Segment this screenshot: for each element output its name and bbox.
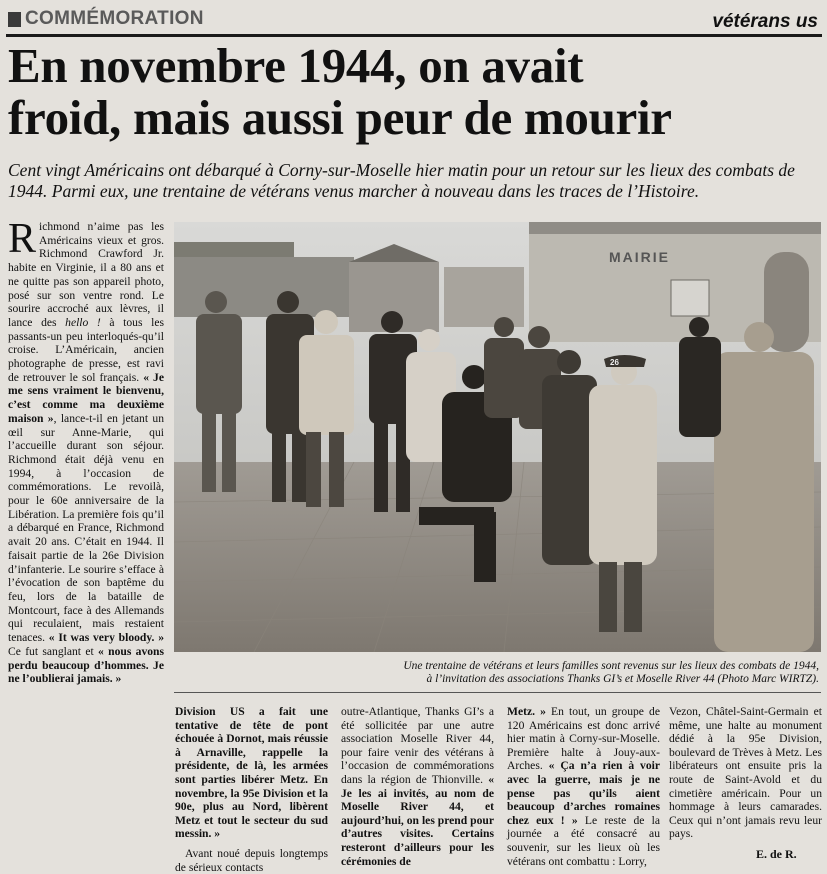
column-3-text: En tout, un groupe de 120 Américains est donc arrivé hier matin à Corny-sur-Moselle. Première halte à Jouy-aux-Arches. xyxy=(507,705,660,773)
intro-rest: à tous les passants-un peu interloqués-qu’il croise. L’Américain, ancien photographe de presse, est ravi de retrouver le sol français. xyxy=(8,315,164,384)
left-column xyxy=(8,216,164,686)
column-3-quote-end: Metz. » xyxy=(507,705,546,718)
caption-line-1: Une trentaine de vétérans et leurs familles sont revenus sur les lieux des combats de 1944, xyxy=(403,660,819,672)
intro-text: ichmond n’aime pas les Américains vieux et gros. Richmond Crawford Jr. habite en Virginie, il a 80 ans et ne quitte pas son appareil photo, posé sur son ventre rond. Le sourire accroché aux lèvres, il lance des xyxy=(8,220,164,329)
quote-bloody: « It was very bloody. » xyxy=(48,631,164,645)
column-4-text: Vezon, Châtel-Saint-Germain et même, une halte au monument dédié à la 95e Division, boulevard de Trèves à Metz. Les libérateurs ont ensuite pris la route de Saint-Avold et du cimetière américain. Pour un hommage à leurs camarades. Ceux qui n’ont jamais revu leur pays. xyxy=(669,705,822,841)
left-column-text xyxy=(8,216,164,686)
column-2-quote: « Je les ai invités, au nom de Moselle River 44, et aujourd’hui, on les prend pour d’autres visites. Certains resteront d’ailleurs pour les cérémonies de xyxy=(341,772,494,868)
column-1-text: Avant noué depuis longtemps de sérieux contacts xyxy=(175,846,328,874)
paragraph-3: Ce fut sanglant et xyxy=(8,644,99,658)
veterans-photo xyxy=(174,222,821,652)
quote-oublierai: « nous avons perdu beaucoup d’hommes. Je ne l’oublierai jamais. » xyxy=(8,644,164,686)
body-column-1 xyxy=(175,705,328,874)
cap-badge: 26 xyxy=(610,358,619,367)
caption-line-2: à l’invitation des associations Thanks GI’s et Moselle River 44 (Photo Marc WIRTZ). xyxy=(426,673,819,685)
standfirst: Cent vingt Américains ont débarqué à Corny-sur-Moselle hier matin pour un retour sur les lieux des combats de 1944. Parmi eux, une trentaine de vétérans venus marcher à nouveau dans les traces de l’Histoire. xyxy=(8,160,795,201)
column-3-quote: « Ça n’a rien à voir avec la guerre, mais je ne pense pas qu’ils aient beaucoup d’arches romaines chez eux ! » xyxy=(507,759,660,827)
quote-bienvenu: « Je me sens vraiment le bienvenu, c’est comme ma deuxième maison » xyxy=(8,370,164,425)
rubric-tag: vétérans us xyxy=(712,11,818,32)
rubric-label: COMMÉMORATION xyxy=(25,8,204,29)
body-column-3 xyxy=(507,705,660,868)
drop-cap: R xyxy=(8,216,37,262)
rubric-bar xyxy=(6,8,822,37)
column-2-text: outre-Atlantique, Thanks GI’s a été sollicitée par une autre association Moselle River 44, pour faire venir des vétérans à l’occasion de commémorations dans la région de Thionville. xyxy=(341,705,494,786)
paragraph-2: , lance-t-il en jetant un œil sur Anne-Marie, qui l’accueille durant son séjour. Richmond était déjà venu en 1994, à l’occasion de commémorations. Le revoilà, pour le 60e anniversaire de la Libération. La première fois qu’il a débarqué en France, Richmond avait 20 ans. C’était en 1944. Il faisait partie de la 26e Division d’infanterie. Le sourire s’efface à l’évocation de son baptême du feu, lors de la bataille de Montcourt, face à des Allemands qui reculaient, mais restaient tenaces. xyxy=(8,411,164,645)
mairie-sign: MAIRIE xyxy=(609,249,670,265)
headline-line-1: En novembre 1944, on avait xyxy=(8,38,584,93)
rubric-square-icon xyxy=(8,12,21,27)
headline-line-2: froid, mais aussi peur de mourir xyxy=(8,90,672,145)
photo-caption xyxy=(174,660,819,686)
photo-illustration xyxy=(174,222,821,652)
caption-divider xyxy=(174,692,821,693)
column-1-bold: Division US a fait une tentative de tête de pont échouée à Dornot, mais réussie à Arnaville, rappelle la présidente, de là, les armées sont parties libérer Metz. En novembre, la 95e Division et la 90e, plus au Nord, libèrent Metz et tout le secteur du sud messin. » xyxy=(175,705,328,841)
headline xyxy=(8,40,820,144)
rubric-label-group xyxy=(8,8,204,30)
column-3-text-end: Le reste de la journée a été consacré au souvenir, sur les lieux où les vétérans ont combattu : Lorry, xyxy=(507,813,660,868)
hello-text: hello ! xyxy=(65,315,101,329)
body-column-4 xyxy=(669,705,822,841)
body-column-2 xyxy=(341,705,494,868)
byline: E. de R. xyxy=(756,847,797,861)
